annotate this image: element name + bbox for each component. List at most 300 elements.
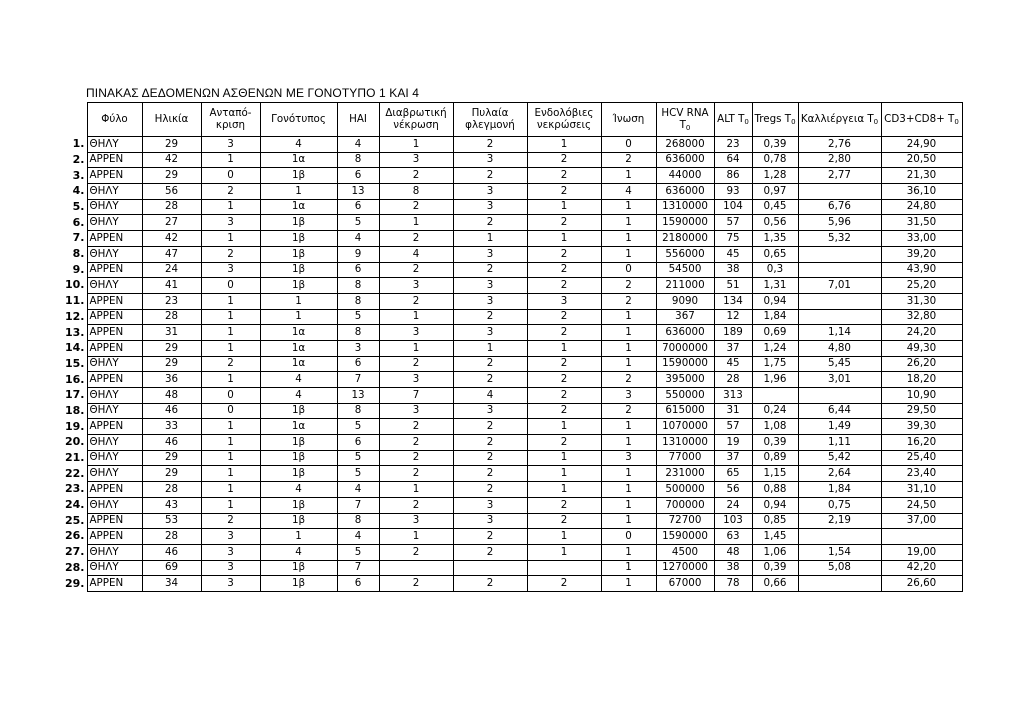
table-cell: 1 — [527, 340, 601, 356]
table-cell: 1β — [260, 403, 337, 419]
table-cell: 231000 — [656, 466, 714, 482]
row-number: 26. — [65, 529, 85, 543]
table-cell: 4 — [601, 184, 656, 200]
table-cell: 636000 — [656, 152, 714, 168]
table-row — [65, 560, 962, 576]
table-cell: 1 — [527, 450, 601, 466]
table-cell: 33,00 — [881, 231, 962, 247]
table-cell: 3 — [337, 340, 379, 356]
row-number: 3. — [72, 168, 85, 182]
table-cell: 1,35 — [752, 231, 798, 247]
column-header-label: Γονότυπος — [271, 112, 326, 125]
table-row — [65, 435, 962, 451]
table-cell: 24 — [142, 262, 201, 278]
table-cell: 0 — [601, 529, 656, 545]
table-cell: 37 — [714, 340, 752, 356]
table-cell: ΘΗΛΥ — [87, 560, 142, 576]
table-cell: 1 — [201, 372, 260, 388]
table-cell: ΘΗΛΥ — [87, 137, 142, 153]
table-cell: 5,45 — [798, 356, 881, 372]
table-cell: 1 — [201, 466, 260, 482]
table-cell: 33 — [142, 419, 201, 435]
table-cell: 1 — [201, 497, 260, 513]
table-cell: 1 — [379, 529, 453, 545]
table-cell: 5,32 — [798, 231, 881, 247]
table-cell: 1590000 — [656, 215, 714, 231]
table-cell: 2,77 — [798, 168, 881, 184]
table-cell: 1 — [527, 482, 601, 498]
table-cell: 31 — [142, 325, 201, 341]
table-cell: ΘΗΛΥ — [87, 199, 142, 215]
column-header — [87, 103, 142, 137]
table-cell: 8 — [379, 184, 453, 200]
table-cell: 4 — [453, 388, 527, 404]
table-cell: 42,20 — [881, 560, 962, 576]
table-cell: 1β — [260, 497, 337, 513]
table-cell: ΘΗΛΥ — [87, 466, 142, 482]
table-cell: 1 — [201, 309, 260, 325]
table-cell: 3 — [201, 560, 260, 576]
table-cell: 0,24 — [752, 403, 798, 419]
table-cell: 5 — [337, 419, 379, 435]
table-cell: ΘΗΛΥ — [87, 435, 142, 451]
table-cell: 1 — [453, 340, 527, 356]
table-cell: 7 — [337, 372, 379, 388]
table-cell: 1590000 — [656, 529, 714, 545]
column-header-label: ALT T — [717, 112, 745, 125]
table-cell: 1 — [260, 293, 337, 309]
table-cell: 1 — [260, 309, 337, 325]
table-cell: 615000 — [656, 403, 714, 419]
table-cell: 2 — [453, 262, 527, 278]
table-cell: 5 — [337, 466, 379, 482]
table-cell: 51 — [714, 278, 752, 294]
column-header-subscript: 0 — [873, 117, 879, 126]
table-cell: 1 — [201, 231, 260, 247]
table-cell: 41 — [142, 278, 201, 294]
column-header — [601, 103, 656, 137]
table-row — [65, 215, 962, 231]
table-row — [65, 513, 962, 529]
table-cell: 2 — [379, 199, 453, 215]
row-number-header — [65, 103, 87, 137]
table-cell: ΑΡΡΕΝ — [87, 372, 142, 388]
table-cell: 3 — [379, 403, 453, 419]
table-cell: 37 — [714, 450, 752, 466]
table-cell: 29 — [142, 340, 201, 356]
table-cell: 395000 — [656, 372, 714, 388]
table-cell: 25,20 — [881, 278, 962, 294]
table-cell: 28 — [142, 482, 201, 498]
table-cell: 1 — [601, 215, 656, 231]
column-header — [453, 103, 527, 137]
table-cell: 1β — [260, 576, 337, 592]
table-cell: 1 — [527, 466, 601, 482]
table-cell: 29 — [142, 450, 201, 466]
table-cell: 0,65 — [752, 246, 798, 262]
table-cell: 2 — [453, 168, 527, 184]
table-cell: 2 — [201, 356, 260, 372]
table-cell: 78 — [714, 576, 752, 592]
table-cell: 2 — [453, 372, 527, 388]
table-cell: 77000 — [656, 450, 714, 466]
table-cell: 2 — [527, 168, 601, 184]
table-cell: 37,00 — [881, 513, 962, 529]
table-cell: 0,3 — [752, 262, 798, 278]
row-number: 8. — [72, 247, 85, 261]
table-cell: 1,96 — [752, 372, 798, 388]
table-row — [65, 388, 962, 404]
row-number: 16. — [65, 372, 85, 386]
table-cell — [798, 576, 881, 592]
table-cell: 1270000 — [656, 560, 714, 576]
row-number: 24. — [65, 498, 85, 512]
table-cell: 28 — [142, 309, 201, 325]
table-cell: 5 — [337, 450, 379, 466]
table-cell: 3 — [453, 497, 527, 513]
table-cell: 1 — [527, 419, 601, 435]
table-cell: 2 — [527, 184, 601, 200]
table-cell: 1 — [201, 293, 260, 309]
table-cell: 42 — [142, 152, 201, 168]
table-cell: 1α — [260, 152, 337, 168]
table-cell: 2 — [527, 278, 601, 294]
row-number: 15. — [65, 356, 85, 370]
table-cell: 2 — [453, 544, 527, 560]
table-cell: 1 — [601, 544, 656, 560]
table-cell: 268000 — [656, 137, 714, 153]
table-cell: ΘΗΛΥ — [87, 544, 142, 560]
table-cell: 1 — [201, 152, 260, 168]
table-cell: 5,96 — [798, 215, 881, 231]
column-header — [752, 103, 798, 137]
table-cell: 45 — [714, 246, 752, 262]
table-cell: 3 — [453, 246, 527, 262]
table-cell: 1 — [601, 231, 656, 247]
table-row — [65, 340, 962, 356]
table-cell: 8 — [337, 152, 379, 168]
table-cell: 28 — [142, 529, 201, 545]
table-cell: 3 — [379, 278, 453, 294]
row-number: 27. — [65, 545, 85, 559]
table-cell: 36,10 — [881, 184, 962, 200]
table-cell — [752, 388, 798, 404]
row-number: 23. — [65, 482, 85, 496]
table-cell — [527, 560, 601, 576]
table-cell: ΑΡΡΕΝ — [87, 529, 142, 545]
table-cell: 2 — [601, 293, 656, 309]
table-cell: 18,20 — [881, 372, 962, 388]
table-cell: 1,28 — [752, 168, 798, 184]
column-header — [798, 103, 881, 137]
table-cell: 1,75 — [752, 356, 798, 372]
table-cell: 42 — [142, 231, 201, 247]
table-cell: 0,56 — [752, 215, 798, 231]
table-cell — [798, 262, 881, 278]
table-cell: 2 — [527, 576, 601, 592]
table-cell: 1β — [260, 168, 337, 184]
table-cell: 1β — [260, 513, 337, 529]
table-cell: 1 — [601, 560, 656, 576]
table-cell: 1β — [260, 435, 337, 451]
table-cell: 1α — [260, 340, 337, 356]
row-number: 4. — [72, 184, 85, 198]
table-row — [65, 419, 962, 435]
table-cell: 2 — [379, 293, 453, 309]
table-cell: 1 — [601, 309, 656, 325]
table-cell: 0 — [201, 388, 260, 404]
table-cell: 3 — [201, 576, 260, 592]
table-cell: 9 — [337, 246, 379, 262]
table-cell: 3 — [201, 262, 260, 278]
table-cell: 2 — [527, 309, 601, 325]
column-header-subscript: 0 — [791, 117, 796, 126]
table-cell: 556000 — [656, 246, 714, 262]
table-cell: 1,49 — [798, 419, 881, 435]
table-row — [65, 466, 962, 482]
table-cell: 0,78 — [752, 152, 798, 168]
table-cell: 53 — [142, 513, 201, 529]
table-cell: 12 — [714, 309, 752, 325]
table-cell: 8 — [337, 278, 379, 294]
table-cell: 4 — [337, 137, 379, 153]
row-number: 28. — [65, 560, 85, 574]
table-cell: 45 — [714, 356, 752, 372]
table-cell: 0,88 — [752, 482, 798, 498]
table-cell: 38 — [714, 262, 752, 278]
table-cell — [798, 184, 881, 200]
table-cell: 1β — [260, 450, 337, 466]
table-cell: 7 — [337, 560, 379, 576]
table-cell: 56 — [714, 482, 752, 498]
table-cell: 636000 — [656, 325, 714, 341]
table-cell: 1 — [260, 184, 337, 200]
table-cell: 2 — [379, 356, 453, 372]
table-cell: 39,20 — [881, 246, 962, 262]
table-cell: 1,45 — [752, 529, 798, 545]
table-cell: 2 — [527, 435, 601, 451]
table-cell: 4 — [260, 388, 337, 404]
table-cell: 24 — [714, 497, 752, 513]
table-cell: 1 — [527, 529, 601, 545]
table-body — [65, 137, 962, 592]
table-cell: 5 — [337, 544, 379, 560]
table-cell: 1 — [601, 340, 656, 356]
table-cell: 75 — [714, 231, 752, 247]
table-cell: 31,30 — [881, 293, 962, 309]
table-cell: 7 — [337, 497, 379, 513]
table-cell: 1 — [601, 325, 656, 341]
table-cell: 0,39 — [752, 560, 798, 576]
table-cell: 28 — [142, 199, 201, 215]
table-cell: 2 — [453, 482, 527, 498]
table-cell: 34 — [142, 576, 201, 592]
table-cell: 2,80 — [798, 152, 881, 168]
table-cell: 1,54 — [798, 544, 881, 560]
table-cell — [798, 309, 881, 325]
table-row — [65, 372, 962, 388]
table-cell: 19 — [714, 435, 752, 451]
table-cell: 500000 — [656, 482, 714, 498]
table-cell: 64 — [714, 152, 752, 168]
table-row — [65, 325, 962, 341]
table-cell: 2 — [379, 497, 453, 513]
table-cell: 2 — [527, 246, 601, 262]
table-cell: 67000 — [656, 576, 714, 592]
table-cell: 0,97 — [752, 184, 798, 200]
row-number: 10. — [65, 278, 85, 292]
table-cell: 48 — [714, 544, 752, 560]
table-cell: 1310000 — [656, 199, 714, 215]
table-cell: 0,39 — [752, 435, 798, 451]
table-cell: ΘΗΛΥ — [87, 278, 142, 294]
table-cell: 49,30 — [881, 340, 962, 356]
table-row — [65, 168, 962, 184]
table-cell: 4 — [260, 137, 337, 153]
table-cell: 1 — [201, 340, 260, 356]
row-number: 20. — [65, 435, 85, 449]
table-cell: 4 — [379, 246, 453, 262]
table-cell: 0,75 — [798, 497, 881, 513]
table-cell: 0 — [201, 403, 260, 419]
row-number: 2. — [72, 152, 85, 166]
table-cell: 38 — [714, 560, 752, 576]
table-row — [65, 356, 962, 372]
row-number: 6. — [72, 215, 85, 229]
table-cell: 46 — [142, 544, 201, 560]
table-row — [65, 262, 962, 278]
row-number: 14. — [65, 341, 85, 355]
row-number: 18. — [65, 403, 85, 417]
column-header-label: Ηλικία — [154, 112, 189, 125]
table-cell: 1 — [601, 356, 656, 372]
table-cell: 1,15 — [752, 466, 798, 482]
table-row — [65, 184, 962, 200]
table-cell: 4 — [260, 544, 337, 560]
table-cell: 3 — [601, 450, 656, 466]
table-cell: 313 — [714, 388, 752, 404]
table-cell: 5 — [337, 309, 379, 325]
table-cell: 26,60 — [881, 576, 962, 592]
table-cell: 6 — [337, 262, 379, 278]
table-cell: 2 — [379, 576, 453, 592]
column-header-label: HAI — [349, 112, 367, 125]
table-row — [65, 576, 962, 592]
table-cell: 2 — [379, 419, 453, 435]
table-title: ΠΙΝΑΚΑΣ ΔΕΔΟΜΕΝΩΝ ΑΣΘΕΝΩΝ ΜΕ ΓΟΝΟΤΥΠΟ 1 ΚΑΙ 4 — [86, 86, 420, 100]
row-number: 19. — [65, 419, 85, 433]
table-cell: 0,45 — [752, 199, 798, 215]
table-cell: 29 — [142, 356, 201, 372]
table-cell: 2 — [201, 184, 260, 200]
row-number: 7. — [72, 231, 85, 245]
table-cell: 0,94 — [752, 293, 798, 309]
table-cell: 1α — [260, 419, 337, 435]
table-cell: 0,94 — [752, 497, 798, 513]
table-cell: 16,20 — [881, 435, 962, 451]
table-cell: 1,11 — [798, 435, 881, 451]
table-cell: 1310000 — [656, 435, 714, 451]
table-row — [65, 199, 962, 215]
column-header — [527, 103, 601, 137]
table-row — [65, 231, 962, 247]
table-cell: 24,20 — [881, 325, 962, 341]
table-cell: 2 — [453, 356, 527, 372]
table-cell: 1 — [601, 435, 656, 451]
table-cell: 0,85 — [752, 513, 798, 529]
table-cell: 103 — [714, 513, 752, 529]
table-cell: 3 — [201, 544, 260, 560]
row-number: 13. — [65, 325, 85, 339]
table-cell: 2 — [453, 309, 527, 325]
table-cell: 2 — [453, 529, 527, 545]
table-cell: 0,89 — [752, 450, 798, 466]
table-cell: 24,80 — [881, 199, 962, 215]
table-cell: 1 — [601, 513, 656, 529]
table-cell: 1,08 — [752, 419, 798, 435]
table-cell: 2,19 — [798, 513, 881, 529]
table-cell: 23 — [714, 137, 752, 153]
table-cell: 4 — [337, 231, 379, 247]
table-cell: 29,50 — [881, 403, 962, 419]
table-cell: 26,20 — [881, 356, 962, 372]
table-cell: ΘΗΛΥ — [87, 403, 142, 419]
table-cell: 0,39 — [752, 137, 798, 153]
table-cell: 27 — [142, 215, 201, 231]
table-cell: 7,01 — [798, 278, 881, 294]
table-cell: 211000 — [656, 278, 714, 294]
table-cell: 1 — [527, 199, 601, 215]
table-cell: 29 — [142, 466, 201, 482]
table-cell: ΑΡΡΕΝ — [87, 168, 142, 184]
table-cell: 3 — [379, 152, 453, 168]
table-cell: 3 — [453, 513, 527, 529]
table-cell: ΘΗΛΥ — [87, 215, 142, 231]
table-row — [65, 278, 962, 294]
table-cell: 6 — [337, 435, 379, 451]
table-cell: 0 — [601, 137, 656, 153]
row-number: 25. — [65, 513, 85, 527]
column-header — [379, 103, 453, 137]
table-cell: 65 — [714, 466, 752, 482]
table-cell: 4 — [337, 482, 379, 498]
patient-data-table — [65, 102, 963, 592]
column-header — [881, 103, 962, 137]
table-cell: 21,30 — [881, 168, 962, 184]
table-cell: 1β — [260, 466, 337, 482]
table-cell: 4 — [260, 372, 337, 388]
table-cell: 2 — [527, 372, 601, 388]
table-cell: 1,06 — [752, 544, 798, 560]
table-cell: 2 — [201, 513, 260, 529]
table-cell: 2 — [527, 325, 601, 341]
row-number: 22. — [65, 466, 85, 480]
table-cell: 23,40 — [881, 466, 962, 482]
table-cell: 4 — [260, 482, 337, 498]
table-cell: 10,90 — [881, 388, 962, 404]
table-cell: 1 — [601, 497, 656, 513]
table-cell: 1 — [601, 466, 656, 482]
table-cell: ΑΡΡΕΝ — [87, 262, 142, 278]
table-row — [65, 403, 962, 419]
table-cell: 6 — [337, 356, 379, 372]
column-header-label: Καλλιέργεια T — [800, 112, 874, 125]
table-cell: 1 — [201, 435, 260, 451]
column-header-label: Ενδολόβιες νεκρώσεις — [534, 107, 594, 131]
table-cell: 31 — [714, 403, 752, 419]
table-cell: 4 — [337, 529, 379, 545]
table-cell: 1 — [601, 482, 656, 498]
